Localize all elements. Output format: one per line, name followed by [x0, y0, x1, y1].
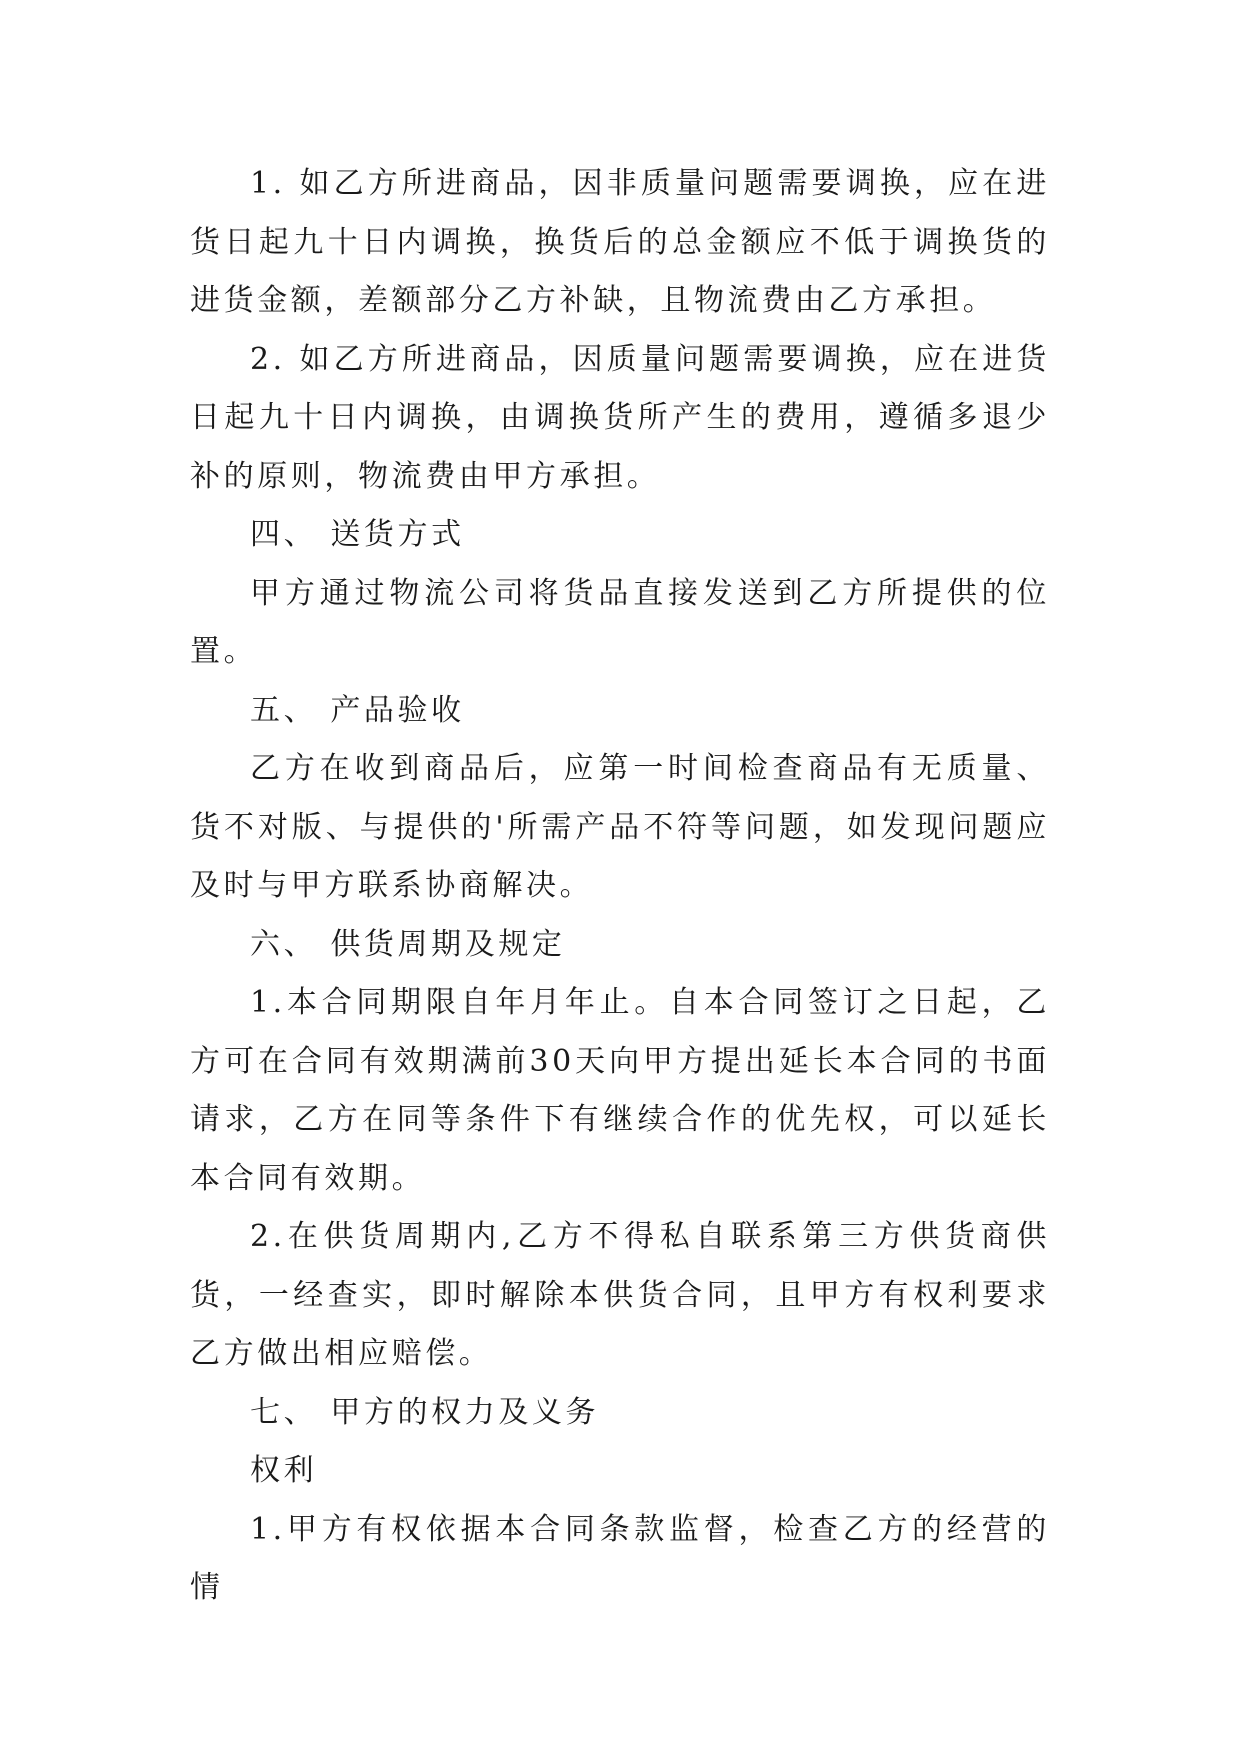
clause-paragraph: 2.在供货周期内,乙方不得私自联系第三方供货商供货，一经查实，即时解除本供货合同，且甲方有权利要求乙方做出相应赔偿。	[190, 1219, 1050, 1371]
clause-paragraph: 乙方在收到商品后，应第一时间检查商品有无质量、货不对版、与提供的'所需产品不符等问题，如发现问题应及时与甲方联系协商解决。	[190, 751, 1050, 903]
section-heading: 五、 产品验收	[250, 692, 465, 728]
clause-paragraph: 1.本合同期限自年月年止。自本合同签订之日起，乙方可在合同有效期满前30天向甲方提出延长本合同的书面请求，乙方在同等条件下有继续合作的优先权，可以延长本合同有效期。	[190, 985, 1050, 1196]
subsection-heading: 权利	[250, 1453, 318, 1488]
section-heading: 七、 甲方的权力及义务	[250, 1394, 600, 1430]
clause-paragraph: 1.甲方有权依据本合同条款监督，检查乙方的经营的情	[190, 1511, 1050, 1605]
clause-paragraph: 甲方通过物流公司将货品直接发送到乙方所提供的位置。	[190, 575, 1050, 669]
clause-paragraph: 1. 如乙方所进商品，因非质量问题需要调换，应在进货日起九十日内调换，换货后的总金额应不低于调换货的进货金额，差额部分乙方补缺，且物流费由乙方承担。	[190, 166, 1050, 318]
clause-paragraph: 2. 如乙方所进商品，因质量问题需要调换，应在进货日起九十日内调换，由调换货所产生的费用，遵循多退少补的原则，物流费由甲方承担。	[190, 341, 1050, 494]
section-heading: 四、 送货方式	[250, 517, 465, 552]
document-body	[190, 155, 1050, 1618]
section-heading: 六、 供货周期及规定	[250, 926, 566, 962]
